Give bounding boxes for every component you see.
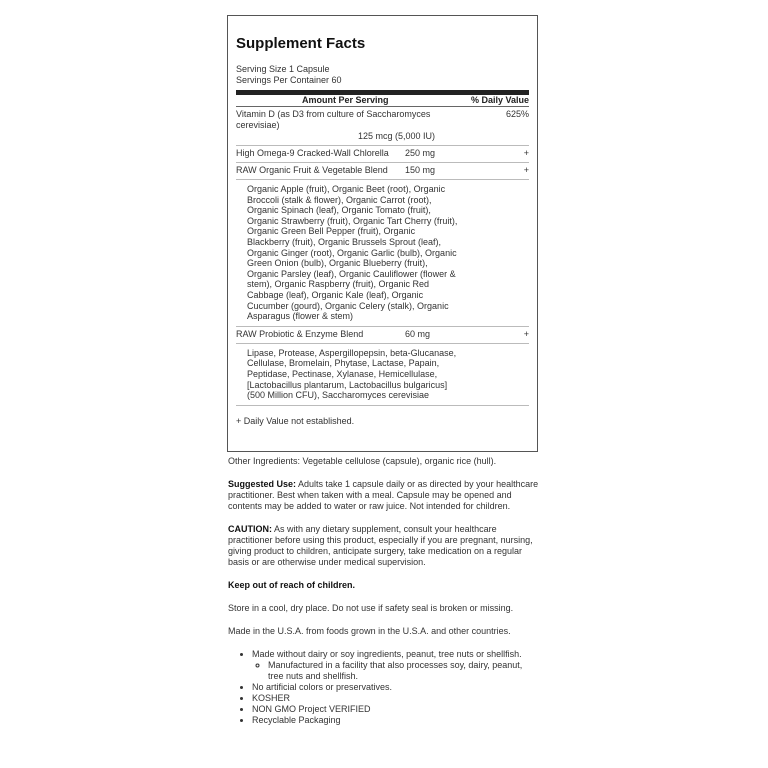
nutrient-row-chlorella [236,146,529,163]
header-daily-value: % Daily Value [470,95,529,105]
header-amount: Amount Per Serving [302,95,389,105]
list-item: • Recyclable Packaging [252,715,540,726]
nutrient-row-vitamin-d [236,107,529,146]
nutrient-name: Vitamin D (as D3 from culture of Saccharomyces cerevisiae) [236,109,431,130]
nutrient-dv: 625% [505,109,529,119]
list-item: • KOSHER [252,693,540,704]
serving-size: Serving Size 1 Capsule [236,64,330,74]
features-list [228,649,540,726]
nutrient-dv: + [523,148,529,158]
nutrient-name: RAW Probiotic & Enzyme Blend [236,328,364,339]
list-item: ◦ Manufactured in a facility that also processes soy, dairy, peanut, tree nuts and shellfish. [268,660,540,682]
blend-ingredients: Organic Apple (fruit), Organic Beet (root), Organic Broccoli (stalk & flower), Organic Carrot (root), Organic Spinach (leaf), Organic Tomato (fruit), Organic Strawberry (fruit), Organic Tart Cherry (fruit), Organic Green Bell Pepper (fruit), Organic Blackberry (fruit), Organic Brussels Sprout (leaf), Organic Ginger (root), Organic Garlic (bulb), Organic Green Onion (bulb), Organic Blueberry (fruit), Organic Parsley (leaf), Organic Cauliflower (flower & stem), Organic Raspberry (fruit), Organic Red Cabbage (leaf), Organic Kale (leaf), Organic Cucumber (gourd), Organic Celery (stalk), Organic Asparagus (flower & stem) [236,180,529,327]
other-ingredients: Other Ingredients: Vegetable cellulose (capsule), organic rice (hull). [228,456,497,466]
suggested-use [228,479,540,512]
nutrient-row-probiotic-blend [236,327,529,344]
probiotic-ingredients: Lipase, Protease, Aspergillopepsin, beta-Glucanase, Cellulase, Bromelain, Phytase, Lactase, Papain, Peptidase, Pectinase, Xylanase, Hemicellulase, [Lactobacillus plantarum, Lactobacillus bulgaricus] (500 Million CFU), Saccharomyces cerevisiae [236,344,529,406]
made-in-statement: Made in the U.S.A. from foods grown in the U.S.A. and other countries. [228,626,511,636]
daily-value-footnote: + Daily Value not established. [236,415,355,426]
nutrient-dv: + [523,328,529,339]
nutrient-dv: + [523,165,529,175]
caution-label: CAUTION: [228,524,272,534]
nutrient-row-fruit-veg-blend [236,163,529,180]
servings-per-container: Servings Per Container 60 [236,75,342,85]
sub-list [252,660,540,682]
nutrient-amount: 250 mg [405,148,436,158]
list-item: • No artificial colors or preservatives. [252,682,540,693]
suggested-use-label: Suggested Use: [228,479,297,489]
serving-info [236,64,529,86]
suggested-use-text: Adults take 1 capsule daily or as directed by your healthcare practitioner. Best when taken with a meal. Capsule may be opened and contents may be added to water or raw juice. Not intended for children. [228,479,539,511]
list-item: • Made without dairy or soy ingredients, peanut, tree nuts or shellfish. ◦ Manufactured in a facility that also processes soy, dairy, peanut, tree nuts and shellfish. [252,649,540,682]
keep-out-warning: Keep out of reach of children. [228,580,356,590]
caution-text: As with any dietary supplement, consult your healthcare practitioner before using this product, especially if you are pregnant, nursing, giving product to children, anticipate surgery, take medication on a regular basis or are otherwise under medical supervision. [228,524,533,567]
supplement-facts-panel [227,15,538,452]
nutrient-name: RAW Organic Fruit & Vegetable Blend [236,165,388,175]
nutrient-name: High Omega-9 Cracked-Wall Chlorella [236,148,389,158]
nutrient-amount: 125 mcg (5,000 IU) [358,131,436,141]
table-header [236,95,529,107]
nutrient-amount: 60 mg [405,328,431,339]
panel-title: Supplement Facts [236,35,366,52]
storage-instructions: Store in a cool, dry place. Do not use if safety seal is broken or missing. [228,603,514,613]
list-item: • NON GMO Project VERIFIED [252,704,540,715]
nutrient-amount: 150 mg [405,165,436,175]
label-details [228,456,540,726]
caution [228,524,540,568]
